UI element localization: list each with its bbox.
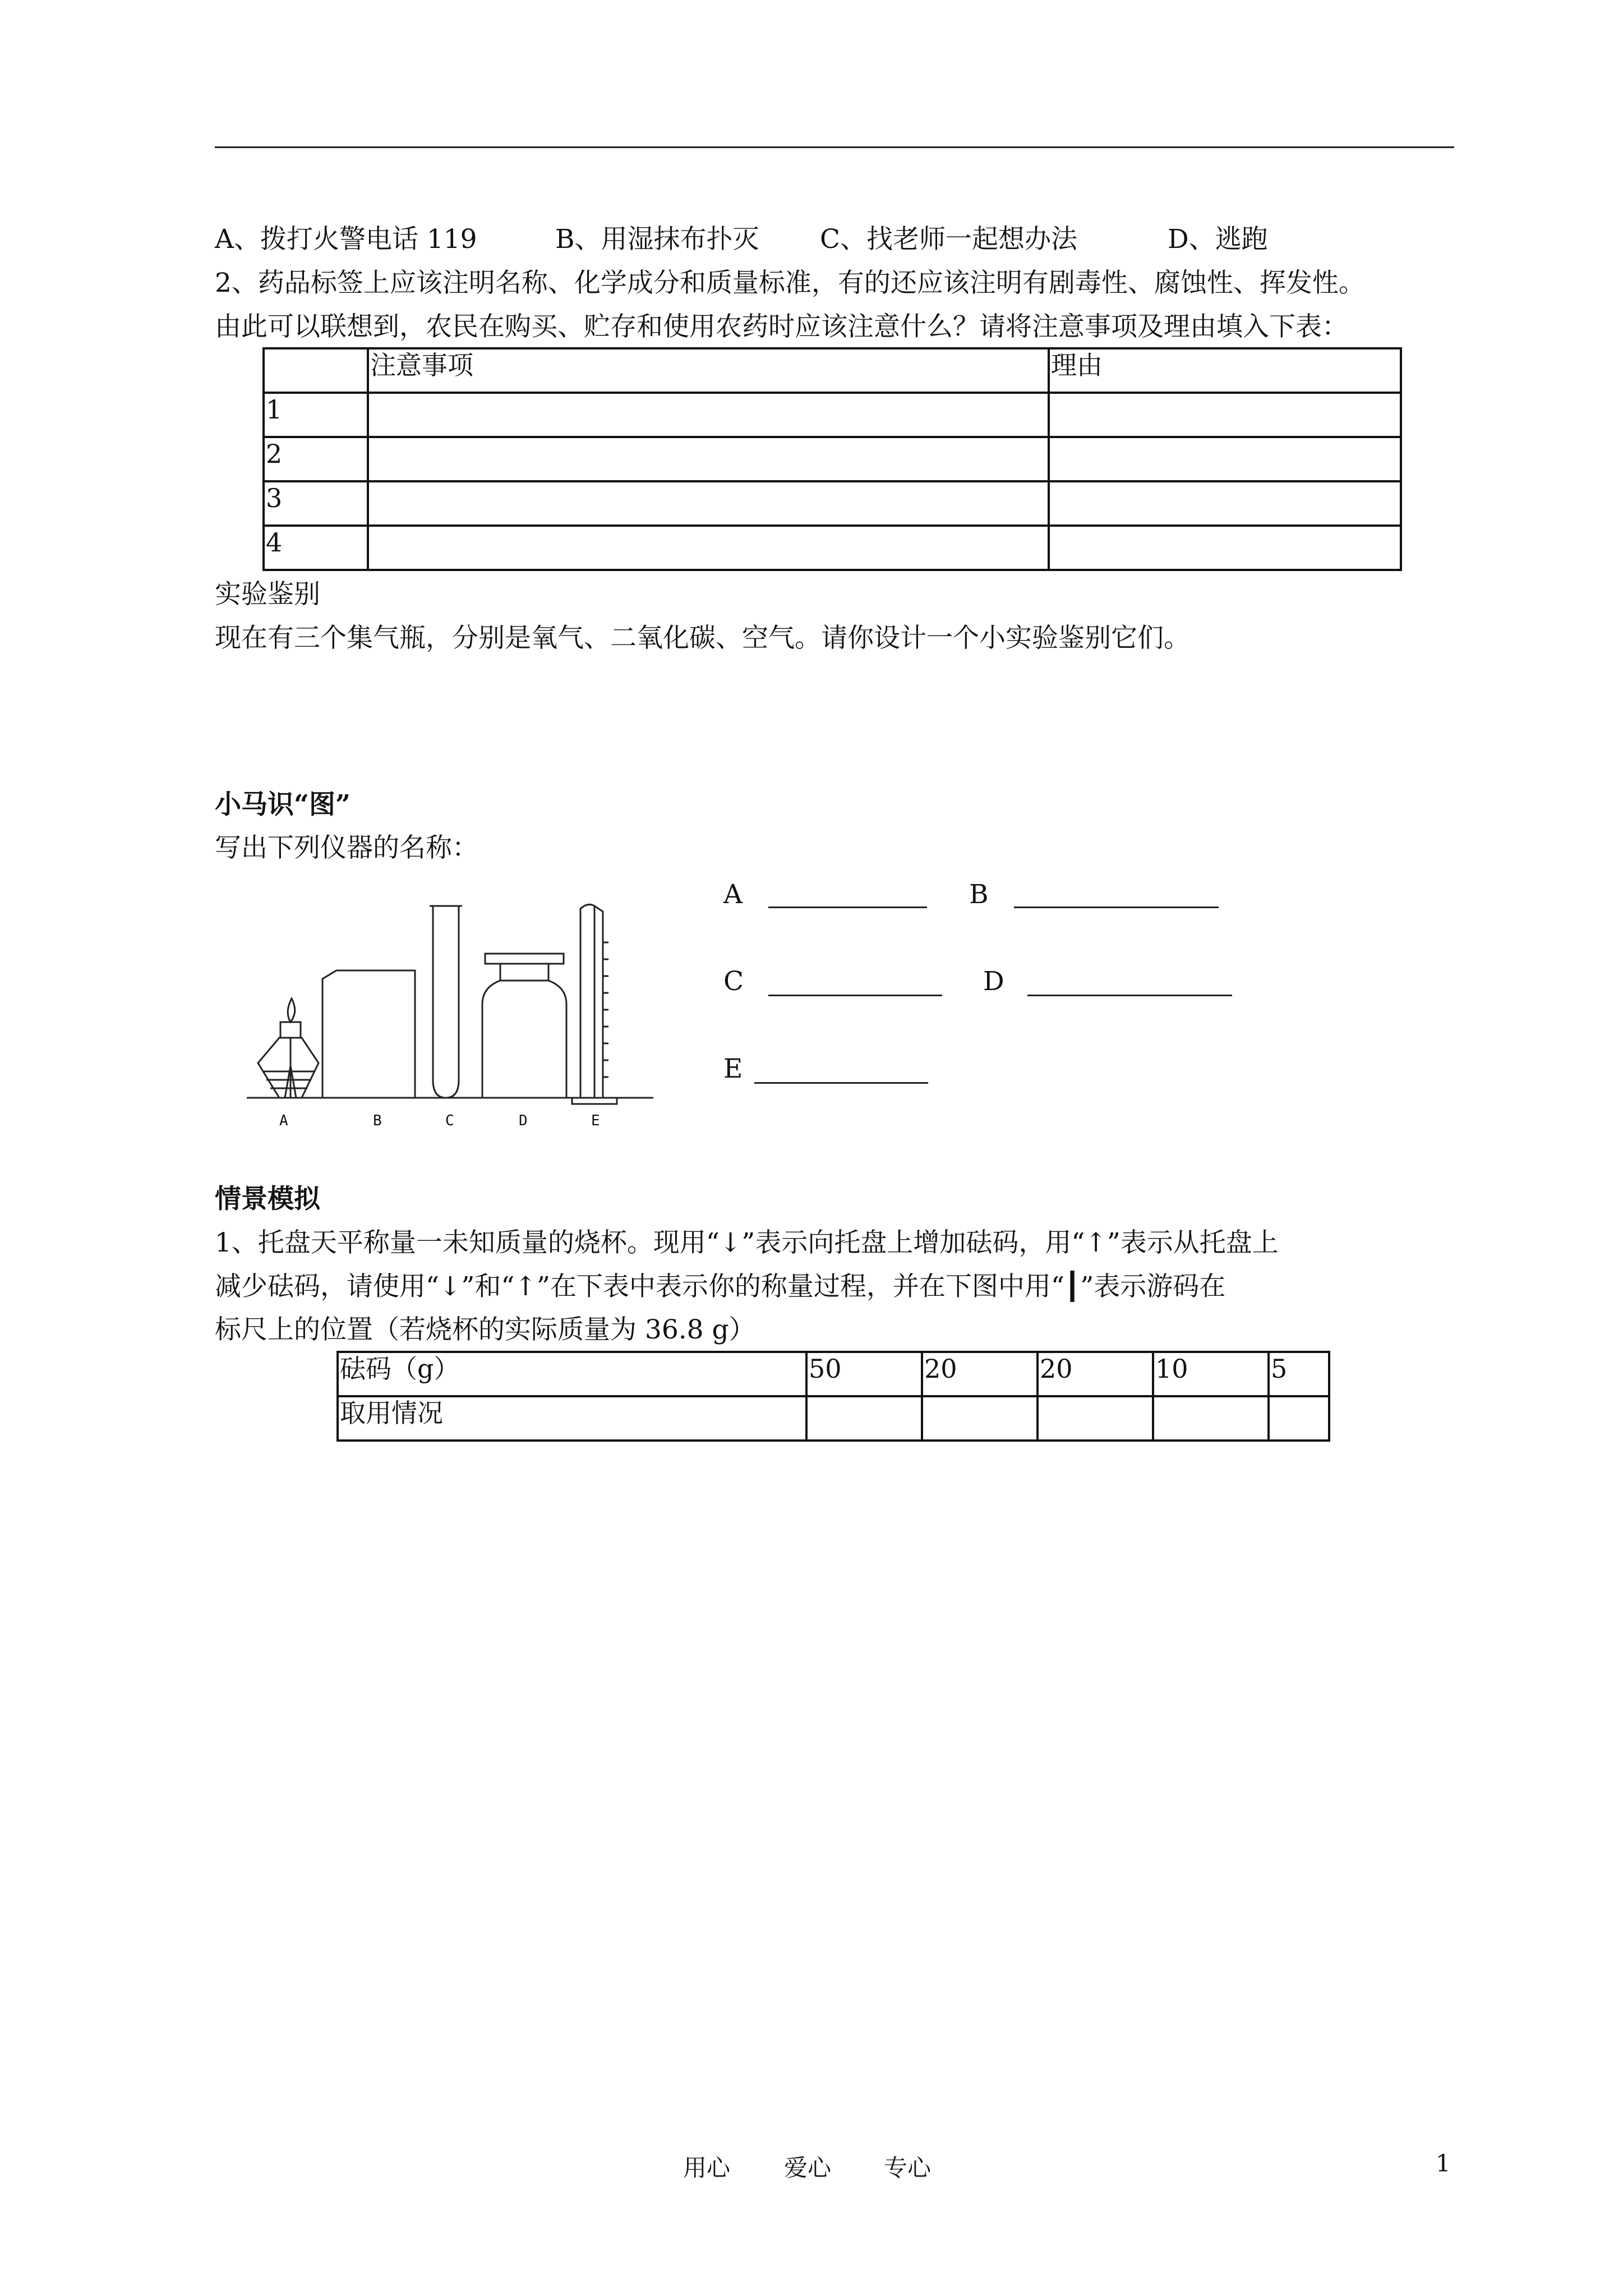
table-cell: [1049, 437, 1401, 481]
footer-word-2: 爱心: [784, 2154, 832, 2182]
weights-table: [336, 1351, 1330, 1442]
scenario-line2: 减少砝码，请使用“↓”和“↑”在下表中表示你的称量过程，并在下图中用“┃”表示游码在: [215, 1271, 1226, 1302]
blank-line-d[interactable]: [1027, 995, 1232, 996]
scenario-heading: 情景模拟: [215, 1184, 320, 1214]
blank-line-b[interactable]: [1014, 907, 1219, 908]
blank-line-e[interactable]: [754, 1082, 928, 1084]
experiment-text: 现在有三个集气瓶，分别是氧气、二氧化碳、空气。请你设计一个小实验鉴别它们。: [215, 623, 1190, 654]
table-row-number: 4: [264, 526, 368, 570]
beaker-icon: [322, 970, 415, 1098]
table-row-number: 3: [264, 481, 368, 526]
instruments-heading: 小马识“图”: [215, 789, 351, 820]
usage-cell: [806, 1396, 922, 1441]
usage-cell: [922, 1396, 1038, 1441]
figure-label-e: E: [591, 1112, 600, 1129]
q2-line1: 2、药品标签上应该注明名称、化学成分和质量标准，有的还应该注明有剧毒性、腐蚀性、挥发性。: [215, 268, 1365, 298]
instruments-prompt: 写出下列仪器的名称：: [215, 832, 478, 863]
figure-label-b: B: [373, 1112, 382, 1129]
weights-row-label: 取用情况: [338, 1396, 806, 1441]
alcohol-lamp-icon: [258, 999, 319, 1098]
table-row-number: 2: [264, 437, 368, 481]
reagent-bottle-icon: [482, 954, 566, 1098]
blank-label-e: E: [723, 1053, 743, 1084]
weights-row-label: 砝码（g）: [338, 1352, 806, 1396]
weight-cell: 50: [806, 1352, 922, 1396]
table-cell: [368, 437, 1049, 481]
figure-label-d: D: [519, 1112, 528, 1129]
weight-cell: 10: [1153, 1352, 1269, 1396]
blank-label-c: C: [723, 966, 744, 997]
table-cell: [368, 393, 1049, 437]
table-row-number: 1: [264, 393, 368, 437]
weight-cell: 20: [922, 1352, 1038, 1396]
usage-cell: [1269, 1396, 1329, 1441]
scenario-line1: 1、托盘天平称量一未知质量的烧杯。现用“↓”表示向托盘上增加砝码，用“↑”表示从托盘上: [215, 1227, 1279, 1258]
header-rule: [215, 146, 1454, 148]
experiment-heading: 实验鉴别: [215, 579, 320, 610]
table-cell: [1049, 526, 1401, 570]
table-header-cell: 注意事项: [368, 348, 1049, 393]
usage-cell: [1038, 1396, 1153, 1441]
option-a: A、拨打火警电话 119: [215, 224, 477, 255]
weight-cell: 20: [1038, 1352, 1153, 1396]
blank-line-c[interactable]: [768, 995, 942, 996]
page-number: 1: [1436, 2150, 1451, 2177]
table-cell: [368, 481, 1049, 526]
scenario-line3: 标尺上的位置（若烧杯的实际质量为 36.8 g）: [215, 1314, 755, 1345]
table-cell: [368, 526, 1049, 570]
figure-label-c: C: [445, 1112, 454, 1129]
option-b: B、用湿抹布扑灭: [555, 224, 759, 255]
table-header-cell: [264, 348, 368, 393]
weight-cell: 5: [1269, 1352, 1329, 1396]
blank-label-b: B: [969, 879, 989, 910]
usage-cell: [1153, 1396, 1269, 1441]
blank-label-a: A: [723, 879, 743, 910]
table-cell: [1049, 481, 1401, 526]
test-tube-icon: [430, 906, 462, 1098]
footer-word-1: 用心: [683, 2154, 731, 2182]
blank-label-d: D: [983, 966, 1004, 997]
option-d: D、逃跑: [1168, 224, 1268, 255]
q2-line2: 由此可以联想到，农民在购买、贮存和使用农药时应该注意什么？请将注意事项及理由填入下表：: [215, 311, 1348, 342]
option-c: C、找老师一起想办法: [820, 224, 1077, 255]
table-header-cell: 理由: [1049, 348, 1401, 393]
figure-label-a: A: [279, 1112, 288, 1129]
pesticide-table: [262, 347, 1402, 571]
blank-line-a[interactable]: [768, 907, 927, 908]
table-cell: [1049, 393, 1401, 437]
footer-word-3: 专心: [884, 2154, 932, 2182]
graduated-cylinder-icon: [572, 904, 617, 1104]
instruments-figure: [236, 898, 662, 1139]
